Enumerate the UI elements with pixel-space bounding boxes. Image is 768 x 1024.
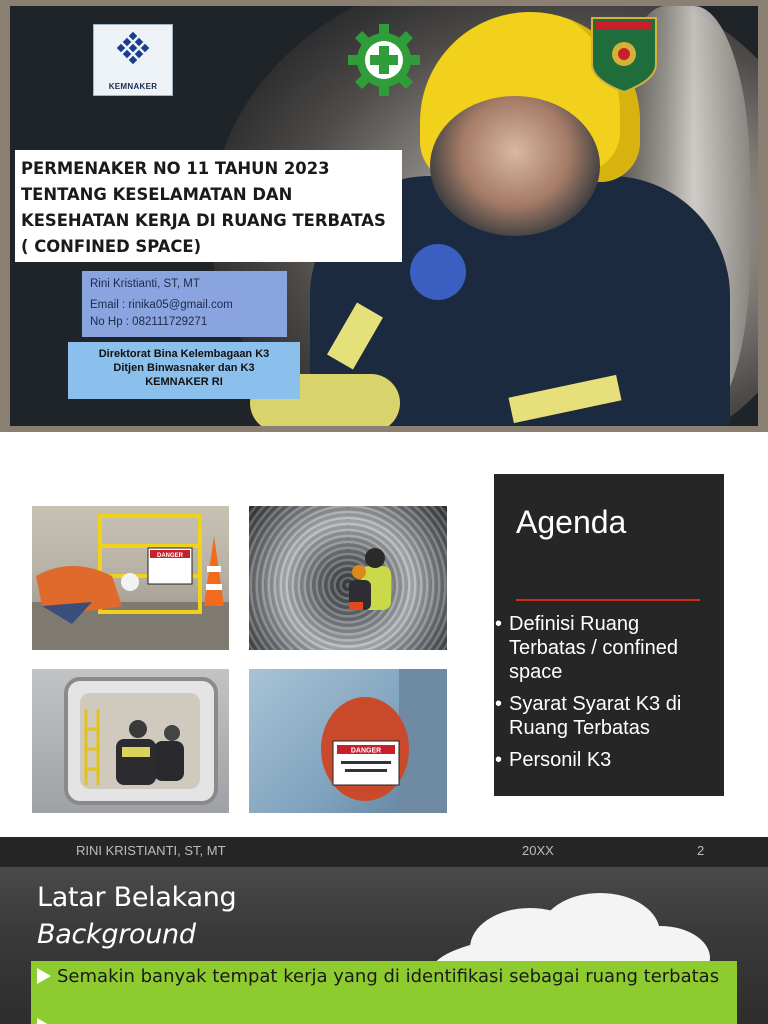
- bullet-box: [31, 961, 737, 1024]
- agenda-item-text: Personil K3: [509, 749, 612, 771]
- agenda-divider: [516, 599, 700, 601]
- author-email: Email : rinika05@gmail.com: [90, 299, 233, 311]
- confined-space-sign-photo: [249, 669, 447, 813]
- kemnaker-icon: [117, 31, 149, 71]
- arrow-bullet-icon: [37, 1018, 51, 1024]
- agenda-panel: [494, 474, 724, 796]
- slide-title: [21, 156, 401, 260]
- bullet-row: [37, 966, 719, 987]
- danger-sign-text: DANGER: [350, 747, 382, 755]
- kemnaker-logo: [93, 24, 173, 96]
- slide-subheading: Background: [37, 919, 196, 950]
- title-line: PERMENAKER NO 11 TAHUN 2023: [21, 159, 330, 178]
- bullet-icon: •: [495, 613, 503, 635]
- footer-page-number: 2: [697, 843, 705, 858]
- org-line: Ditjen Binwasnaker dan K3: [113, 362, 255, 374]
- respirator-filter: [410, 244, 466, 300]
- title-slide: [0, 0, 768, 432]
- agenda-item-text: Syarat Syarat K3 di Ruang Terbatas: [509, 693, 682, 739]
- k3-gear-cross-icon: [346, 22, 422, 98]
- tunnel-workers: [249, 506, 447, 650]
- agenda-item: [494, 612, 720, 684]
- author-phone: No Hp : 082111729271: [90, 316, 208, 328]
- organization-box: [68, 342, 300, 399]
- bullet-icon: •: [495, 749, 503, 771]
- bullet-icon: •: [495, 693, 503, 715]
- author-info-box: [82, 271, 287, 337]
- title-line: KESEHATAN KERJA DI RUANG TERBATAS: [21, 211, 386, 230]
- background-slide: [0, 867, 768, 1024]
- agenda-item: [494, 748, 720, 772]
- footer-author: RINI KRISTIANTI, ST, MT: [76, 843, 226, 858]
- pipe-tunnel-photo: [249, 506, 447, 650]
- slide-footer: [0, 837, 768, 867]
- bullet-text: Semakin banyak tempat kerja yang di identifikasi sebagai ruang terbatas: [57, 966, 720, 987]
- kemnaker-logo-text: KEMNAKER: [108, 82, 158, 91]
- title-line: TENTANG KESELAMATAN DAN: [21, 185, 293, 204]
- danger-sign-text: DANGER: [156, 553, 184, 559]
- agenda-title: Agenda: [516, 504, 627, 540]
- agenda-item: [494, 692, 720, 740]
- org-line: Direktorat Bina Kelembagaan K3: [98, 348, 270, 360]
- arrow-bullet-icon: [37, 968, 51, 984]
- agenda-item-text: Definisi Ruang Terbatas / confined space: [509, 613, 678, 683]
- org-line: KEMNAKER RI: [145, 376, 223, 388]
- title-box: [15, 150, 402, 262]
- hatch-scene: [32, 669, 229, 813]
- title-line: ( CONFINED SPACE): [21, 237, 202, 256]
- footer-year: 20XX: [522, 843, 554, 858]
- agenda-list: [494, 612, 720, 780]
- face-visor: [430, 96, 600, 236]
- pengawas-shield-icon: [588, 14, 660, 94]
- slide-heading: Latar Belakang: [37, 882, 237, 913]
- manhole-scene: [32, 506, 229, 650]
- hatch-entry-photo: [32, 669, 229, 813]
- manhole-worker-photo: [32, 506, 229, 650]
- bullet-row: [37, 1016, 57, 1024]
- tank-hatch-scene: [249, 669, 447, 813]
- agenda-slide: [0, 432, 768, 837]
- author-name: Rini Kristianti, ST, MT: [90, 278, 200, 290]
